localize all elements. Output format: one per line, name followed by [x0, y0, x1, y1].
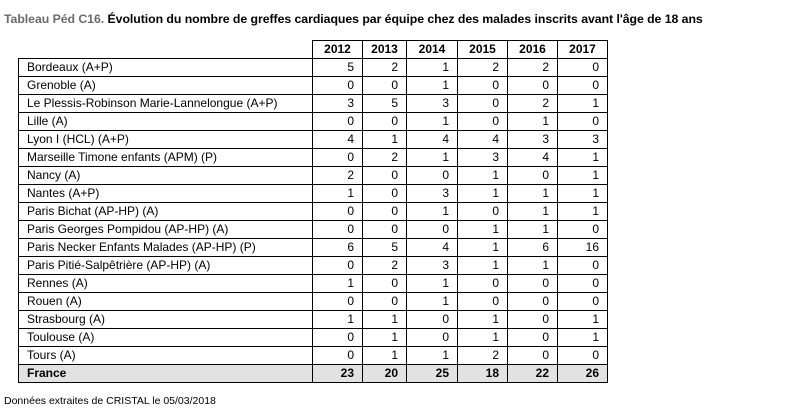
table-caption: Évolution du nombre de greffes cardiaques par équipe chez des malades inscrits avant l'âge de 18 ans [107, 12, 703, 26]
graft-count-cell: 0 [407, 311, 458, 329]
graft-count-cell: 2 [508, 59, 558, 77]
table-row [19, 329, 608, 347]
graft-count-cell: 0 [313, 329, 363, 347]
table-row [19, 203, 608, 221]
graft-count-cell: 3 [407, 257, 458, 275]
graft-count-cell: 0 [508, 329, 558, 347]
header-row [19, 41, 608, 59]
graft-count-cell: 1 [313, 185, 363, 203]
graft-count-cell: 1 [363, 347, 407, 365]
team-name-cell: Rennes (A) [19, 275, 313, 293]
graft-count-cell: 2 [458, 59, 508, 77]
table-row [19, 311, 608, 329]
header-corner [19, 41, 313, 59]
graft-count-cell: 2 [363, 149, 407, 167]
table-row [19, 275, 608, 293]
year-header: 2012 [313, 41, 363, 59]
year-header: 2016 [508, 41, 558, 59]
graft-count-cell: 5 [313, 59, 363, 77]
graft-count-cell: 0 [558, 221, 608, 239]
table-row [19, 167, 608, 185]
team-name-cell: Tours (A) [19, 347, 313, 365]
graft-count-cell: 26 [558, 365, 608, 383]
graft-count-cell: 22 [508, 365, 558, 383]
graft-count-cell: 1 [558, 311, 608, 329]
team-name-cell: Bordeaux (A+P) [19, 59, 313, 77]
team-name-cell: Rouen (A) [19, 293, 313, 311]
grafts-table [18, 40, 608, 383]
graft-count-cell: 4 [313, 131, 363, 149]
graft-count-cell: 0 [508, 311, 558, 329]
team-name-cell: Toulouse (A) [19, 329, 313, 347]
graft-count-cell: 1 [363, 311, 407, 329]
graft-count-cell: 1 [458, 185, 508, 203]
graft-count-cell: 1 [313, 275, 363, 293]
graft-count-cell: 0 [313, 149, 363, 167]
team-name-cell: Paris Bichat (AP-HP) (A) [19, 203, 313, 221]
team-name-cell: Le Plessis-Robinson Marie-Lannelongue (A+P) [19, 95, 313, 113]
graft-count-cell: 1 [407, 77, 458, 95]
data-source-note: Données extraites de CRISTAL le 05/03/2018 [4, 395, 216, 407]
graft-count-cell: 4 [407, 131, 458, 149]
graft-count-cell: 0 [313, 347, 363, 365]
graft-count-cell: 0 [458, 77, 508, 95]
table-row [19, 239, 608, 257]
graft-count-cell: 0 [313, 257, 363, 275]
graft-count-cell: 1 [508, 221, 558, 239]
graft-count-cell: 1 [508, 203, 558, 221]
graft-count-cell: 6 [508, 239, 558, 257]
graft-count-cell: 0 [363, 167, 407, 185]
graft-count-cell: 1 [508, 113, 558, 131]
graft-count-cell: 1 [407, 203, 458, 221]
graft-count-cell: 1 [407, 59, 458, 77]
graft-count-cell: 1 [458, 239, 508, 257]
graft-count-cell: 1 [363, 329, 407, 347]
graft-count-cell: 5 [363, 239, 407, 257]
graft-count-cell: 0 [508, 293, 558, 311]
graft-count-cell: 18 [458, 365, 508, 383]
graft-count-cell: 2 [508, 95, 558, 113]
table-row [19, 185, 608, 203]
table-row [19, 95, 608, 113]
graft-count-cell: 23 [313, 365, 363, 383]
team-name-cell: Lille (A) [19, 113, 313, 131]
graft-count-cell: 1 [407, 113, 458, 131]
graft-count-cell: 0 [558, 293, 608, 311]
graft-count-cell: 0 [363, 185, 407, 203]
graft-count-cell: 0 [313, 113, 363, 131]
graft-count-cell: 1 [508, 185, 558, 203]
graft-count-cell: 0 [508, 275, 558, 293]
table-row [19, 113, 608, 131]
graft-count-cell: 0 [508, 77, 558, 95]
graft-count-cell: 0 [407, 221, 458, 239]
graft-count-cell: 3 [407, 185, 458, 203]
table-row [19, 257, 608, 275]
graft-count-cell: 1 [313, 311, 363, 329]
team-name-cell: Grenoble (A) [19, 77, 313, 95]
graft-count-cell: 0 [363, 275, 407, 293]
table-row [19, 59, 608, 77]
graft-count-cell: 2 [363, 257, 407, 275]
graft-count-cell: 6 [313, 239, 363, 257]
table-row [19, 131, 608, 149]
table-body [19, 59, 608, 383]
graft-count-cell: 1 [407, 347, 458, 365]
graft-count-cell: 0 [558, 77, 608, 95]
table-row [19, 149, 608, 167]
graft-count-cell: 0 [558, 257, 608, 275]
graft-count-cell: 1 [458, 329, 508, 347]
team-name-cell: France [19, 365, 313, 383]
graft-count-cell: 0 [363, 221, 407, 239]
graft-count-cell: 0 [458, 275, 508, 293]
table-row [19, 221, 608, 239]
graft-count-cell: 0 [508, 167, 558, 185]
graft-count-cell: 3 [458, 149, 508, 167]
table-number: Tableau Péd C16. [4, 12, 105, 26]
graft-count-cell: 1 [508, 257, 558, 275]
graft-count-cell: 1 [407, 149, 458, 167]
graft-count-cell: 3 [558, 131, 608, 149]
graft-count-cell: 1 [458, 311, 508, 329]
team-name-cell: Strasbourg (A) [19, 311, 313, 329]
graft-count-cell: 1 [363, 131, 407, 149]
table-row [19, 347, 608, 365]
graft-count-cell: 1 [458, 221, 508, 239]
graft-count-cell: 0 [558, 113, 608, 131]
graft-count-cell: 1 [407, 293, 458, 311]
team-name-cell: Paris Georges Pompidou (AP-HP) (A) [19, 221, 313, 239]
graft-count-cell: 1 [558, 167, 608, 185]
graft-count-cell: 1 [558, 329, 608, 347]
graft-count-cell: 3 [508, 131, 558, 149]
table-title [4, 12, 703, 26]
graft-count-cell: 3 [313, 95, 363, 113]
team-name-cell: Nancy (A) [19, 167, 313, 185]
graft-count-cell: 1 [407, 275, 458, 293]
year-header: 2014 [407, 41, 458, 59]
graft-count-cell: 1 [558, 203, 608, 221]
year-header: 2017 [558, 41, 608, 59]
total-row [19, 365, 608, 383]
graft-count-cell: 0 [363, 203, 407, 221]
graft-count-cell: 0 [313, 203, 363, 221]
graft-count-cell: 20 [363, 365, 407, 383]
graft-count-cell: 0 [313, 77, 363, 95]
graft-count-cell: 4 [508, 149, 558, 167]
team-name-cell: Lyon I (HCL) (A+P) [19, 131, 313, 149]
graft-count-cell: 2 [458, 347, 508, 365]
graft-count-cell: 2 [313, 167, 363, 185]
graft-count-cell: 1 [558, 149, 608, 167]
graft-count-cell: 0 [363, 113, 407, 131]
graft-count-cell: 0 [558, 59, 608, 77]
graft-count-cell: 4 [458, 131, 508, 149]
graft-count-cell: 3 [407, 95, 458, 113]
graft-count-cell: 0 [313, 221, 363, 239]
table-row [19, 293, 608, 311]
graft-count-cell: 1 [558, 185, 608, 203]
graft-count-cell: 1 [458, 167, 508, 185]
graft-count-cell: 0 [407, 329, 458, 347]
graft-count-cell: 0 [458, 203, 508, 221]
graft-count-cell: 0 [558, 275, 608, 293]
graft-count-cell: 1 [558, 95, 608, 113]
graft-count-cell: 0 [508, 347, 558, 365]
year-header: 2015 [458, 41, 508, 59]
graft-count-cell: 16 [558, 239, 608, 257]
graft-count-cell: 0 [458, 293, 508, 311]
graft-count-cell: 0 [458, 95, 508, 113]
graft-count-cell: 25 [407, 365, 458, 383]
graft-count-cell: 0 [458, 113, 508, 131]
graft-count-cell: 0 [558, 347, 608, 365]
graft-count-cell: 2 [363, 59, 407, 77]
graft-count-cell: 0 [363, 293, 407, 311]
graft-count-cell: 0 [407, 167, 458, 185]
graft-count-cell: 0 [313, 293, 363, 311]
team-name-cell: Marseille Timone enfants (APM) (P) [19, 149, 313, 167]
graft-count-cell: 4 [407, 239, 458, 257]
team-name-cell: Paris Necker Enfants Malades (AP-HP) (P) [19, 239, 313, 257]
graft-count-cell: 0 [363, 77, 407, 95]
team-name-cell: Paris Pitié-Salpêtrière (AP-HP) (A) [19, 257, 313, 275]
graft-count-cell: 5 [363, 95, 407, 113]
table-row [19, 77, 608, 95]
team-name-cell: Nantes (A+P) [19, 185, 313, 203]
year-header: 2013 [363, 41, 407, 59]
graft-count-cell: 1 [458, 257, 508, 275]
